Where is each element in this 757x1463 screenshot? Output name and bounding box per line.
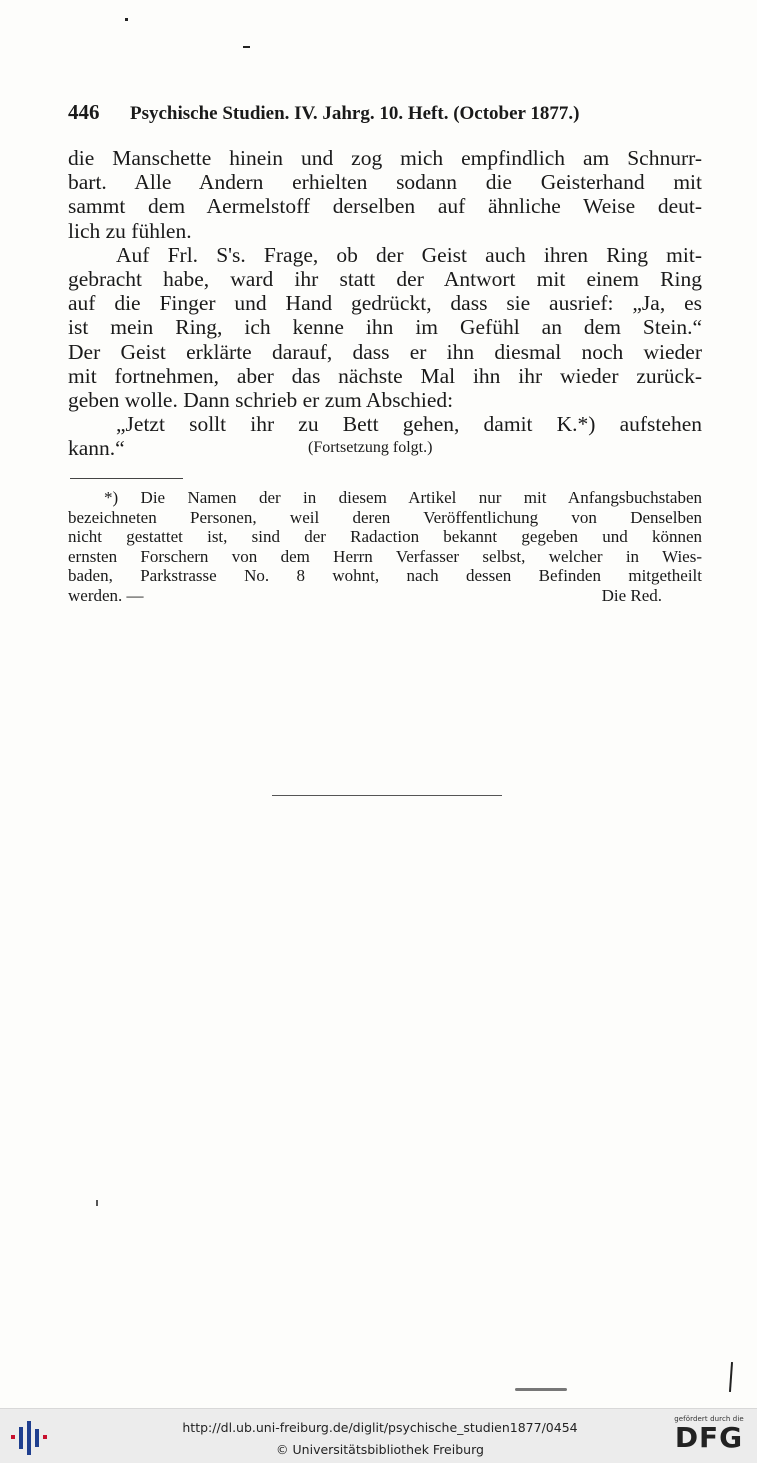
body-line: lich zu fühlen. [68, 218, 192, 243]
scan-mark [96, 1200, 98, 1206]
body-line: mit fortnehmen, aber das nächste Mal ihn ihr wieder zurück- [68, 363, 702, 388]
body-line: „Jetzt sollt ihr zu Bett gehen, damit K.*) aufstehen [116, 412, 702, 437]
body-line: Der Geist erklärte darauf, dass er ihn diesmal noch wieder [68, 339, 702, 364]
footnote-separator [70, 478, 183, 479]
scan-speck [243, 46, 250, 48]
body-line: ist mein Ring, ich kenne ihn im Gefühl an dem Stein.“ [68, 315, 702, 340]
body-line: Auf Frl. S's. Frage, ob der Geist auch ihren Ring mit- [116, 242, 702, 267]
body-line: sammt dem Aermelstoff derselben auf ähnliche Weise deut- [68, 194, 702, 219]
body-text [68, 146, 702, 460]
body-line: kann.“ [68, 436, 125, 461]
viewer-footer [0, 1408, 757, 1463]
page-number: 446 [68, 100, 100, 124]
continuation-note: (Fortsetzung folgt.) [308, 439, 433, 457]
footnote-line: bezeichneten Personen, weil deren Veröffentlichung von Denselben [68, 507, 702, 527]
scan-speck [125, 18, 128, 21]
footnote-line: *) Die Namen der in diesem Artikel nur mit Anfangsbuchstaben [104, 488, 702, 507]
body-line: auf die Finger und Hand gedrückt, dass sie ausrief: „Ja, es [68, 291, 702, 316]
dfg-caption: gefördert durch die [674, 1415, 744, 1423]
footnote-line: werden. — [68, 585, 144, 605]
editor-signature: Die Red. [601, 585, 662, 605]
dfg-logo[interactable] [668, 1415, 750, 1461]
running-title: Psychische Studien. IV. Jahrg. 10. Heft. (October 1877.) [130, 103, 580, 124]
body-line: bart. Alle Andern erhielten sodann die Geisterhand mit [68, 170, 702, 195]
scan-mark [729, 1362, 733, 1392]
body-line-last [68, 436, 702, 460]
section-end-rule [272, 795, 502, 796]
body-line: die Manschette hinein und zog mich empfindlich am Schnurr- [68, 146, 702, 170]
footnote-line: ernsten Forschern von dem Herrn Verfasser selbst, welcher in Wies- [68, 546, 702, 566]
dfg-logo-text: DFG [674, 1421, 744, 1454]
footnote-line: nicht gestattet ist, sind der Radaction bekannt gegeben und können [68, 527, 702, 546]
footnote-line-last [68, 586, 702, 606]
footnote-line: baden, Parkstrasse No. 8 wohnt, nach dessen Befinden mitgetheilt [68, 566, 702, 585]
ub-freiburg-logo-icon[interactable] [8, 1419, 50, 1455]
running-header [68, 100, 700, 125]
copyright-notice: © Universitätsbibliothek Freiburg [276, 1442, 484, 1457]
page-permalink[interactable]: http://dl.ub.uni-freiburg.de/diglit/psychische_studien1877/0454 [182, 1420, 578, 1435]
footnote [68, 488, 702, 605]
scan-mark [515, 1388, 567, 1391]
body-line: gebracht habe, ward ihr statt der Antwort mit einem Ring [68, 266, 702, 291]
body-line: geben wolle. Dann schrieb er zum Abschied: [68, 387, 454, 412]
